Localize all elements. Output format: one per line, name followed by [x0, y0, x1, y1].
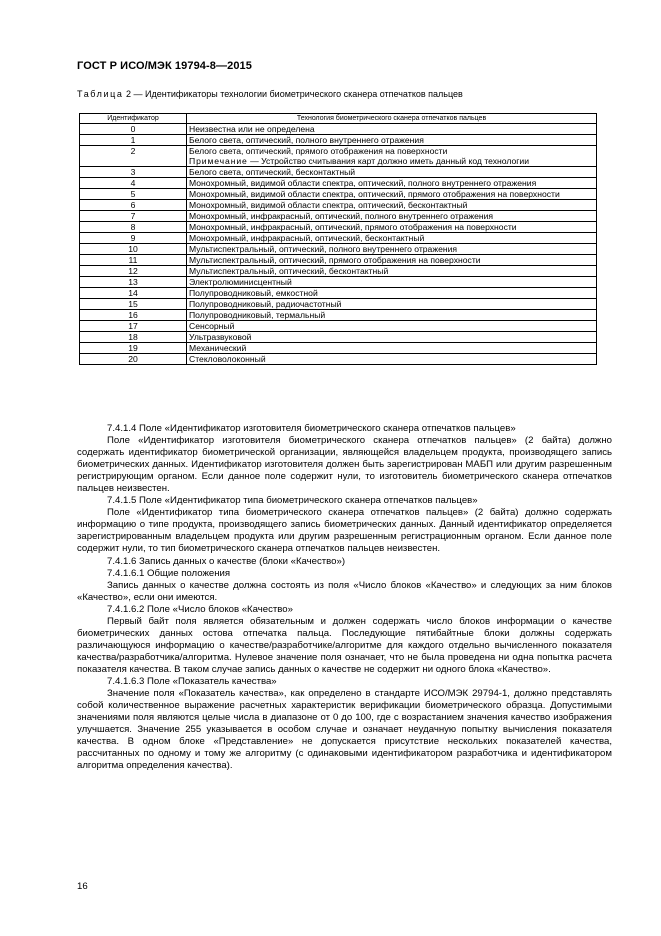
technology-description: Белого света, оптический, бесконтактный — [189, 167, 356, 177]
technology-description-cell — [187, 244, 597, 255]
document-header: ГОСТ Р ИСО/МЭК 19794-8—2015 — [77, 60, 252, 72]
table-row — [80, 288, 597, 299]
technology-description-cell — [187, 299, 597, 310]
technology-description-cell — [187, 189, 597, 200]
section-heading: 7.4.1.6 Запись данных о качестве (блоки «Качество») — [107, 555, 346, 567]
technology-description-cell — [187, 332, 597, 343]
table-row — [80, 124, 597, 135]
table-row — [80, 146, 597, 167]
column-header-technology: Технология биометрического сканера отпечатков пальцев — [187, 114, 597, 124]
technology-id-cell: 20 — [80, 354, 187, 365]
technology-id-cell: 1 — [80, 135, 187, 146]
technology-description: Механический — [189, 343, 247, 353]
section-heading: 7.4.1.5 Поле «Идентификатор типа биометрического сканера отпечатков пальцев» — [107, 495, 478, 507]
technology-id-cell: 7 — [80, 211, 187, 222]
technology-description-cell — [187, 178, 597, 189]
technology-description: Мультиспектральный, оптический, прямого отображения на поверхности — [189, 255, 481, 265]
technology-description-cell — [187, 200, 597, 211]
technology-id-cell: 5 — [80, 189, 187, 200]
column-header-id: Идентификатор — [80, 114, 187, 124]
body-paragraph: Поле «Идентификатор типа биометрического сканера отпечатков пальцев» (2 байта) должно содержать информацию о типе продукта, производящего запись биометрических данных. Данный идентификатор определяется зарегистрированным владельцем продукта или другим разрешенным регистрационным органом. Если данное поле содержит нули, то тип биометрического сканера отпечатков пальцев неизвестен. — [77, 507, 612, 555]
technology-description: Сенсорный — [189, 321, 235, 331]
technology-id-cell: 18 — [80, 332, 187, 343]
table-row — [80, 343, 597, 354]
page-number: 16 — [77, 881, 88, 892]
technology-id-cell: 9 — [80, 233, 187, 244]
technology-description-cell — [187, 167, 597, 178]
technology-description: Монохромный, видимой области спектра, оптический, полного внутреннего отражения — [189, 178, 537, 188]
section-heading: 7.4.1.6.1 Общие положения — [107, 567, 231, 579]
technology-description: Монохромный, инфракрасный, оптический, полного внутреннего отражения — [189, 211, 494, 221]
section-heading: 7.4.1.4 Поле «Идентификатор изготовителя биометрического сканера отпечатков пальцев» — [107, 423, 516, 434]
table-row — [80, 255, 597, 266]
technology-id-cell: 0 — [80, 124, 187, 135]
technology-description-cell — [187, 233, 597, 244]
technology-description: Монохромный, видимой области спектра, оптический, бесконтактный — [189, 200, 468, 210]
table-row — [80, 135, 597, 146]
technology-description: Монохромный, инфракрасный, оптический, прямого отображения на поверхности — [189, 222, 517, 232]
body-paragraph: Значение поля «Показатель качества», как определено в стандарте ИСО/МЭК 29794-1, должно представлять собой количественное выражение расчетных характеристик верификации биометрического образца. Допустимыми значениями поля являются целые числа в диапазоне от 0 до 100, где с возрастанием значения качество изображения улучшается. Значение 255 указывается в особом случае и означает неудачную попытку вычисления показателя качества. В одном блоке «Представление» не допускается присутствие нескольких показателей качества, рассчитанных по одному и тому же алгоритму (с одинаковыми идентификатором разработчика и идентификатором алгоритма определения качества). — [77, 688, 612, 772]
technology-id-cell: 15 — [80, 299, 187, 310]
table-note-text: — Устройство считывания карт должно иметь данный код технологии — [247, 156, 530, 166]
technology-description: Неизвестна или не определена — [189, 124, 315, 134]
technology-description-cell — [187, 310, 597, 321]
technology-id-cell: 6 — [80, 200, 187, 211]
technology-id-cell: 11 — [80, 255, 187, 266]
table-row — [80, 266, 597, 277]
table-row — [80, 167, 597, 178]
table-row — [80, 354, 597, 365]
body-paragraph: Первый байт поля является обязательным и должен содержать число блоков информации о качестве биометрических данных остова отпечатка пальца. Последующие пятибайтные блоки должны содержать различающуюся информацию о качестве/разработчике/алгоритме для каждого отдельно вычисленного показателя качества/разработчика/алгоритма. Нулевое значение поля означает, что не была проведена ни одна попытка расчета показателя качества. В таком случае запись данных о качестве не содержит ни одного блока «Качество». — [77, 615, 612, 675]
technology-id-cell: 17 — [80, 321, 187, 332]
technology-id-cell: 3 — [80, 167, 187, 178]
body-paragraph: Запись данных о качестве должна состоять из поля «Число блоков «Качество» и следующих за ним блоков «Качество», если они имеются. — [77, 579, 612, 603]
section-heading: 7.4.1.6.2 Поле «Число блоков «Качество» — [107, 603, 293, 615]
technology-description-cell — [187, 266, 597, 277]
body-text — [77, 423, 612, 772]
technology-id-cell: 10 — [80, 244, 187, 255]
table-header-row — [80, 114, 597, 124]
technology-id-cell: 13 — [80, 277, 187, 288]
technology-id-table — [79, 113, 597, 365]
body-paragraph: Поле «Идентификатор изготовителя биометрического сканера отпечатков пальцев» (2 байта) должно содержать идентификатор биометрической организации, являющейся владельцем продукта, производящего запись биометрических данных. Идентификатор изготовителя должен быть зарегистрирован МАБП или другим разрешенным регистрирующим органом. Если данное поле содержит нули, то изготовитель биометрического сканера отпечатков пальцев неизвестен. — [77, 435, 612, 495]
table-row — [80, 299, 597, 310]
table-caption — [77, 89, 463, 99]
section-heading: 7.4.1.6.3 Поле «Показатель качества» — [107, 675, 277, 687]
technology-description: Стекловолоконный — [189, 354, 266, 364]
technology-description-cell — [187, 343, 597, 354]
table-row — [80, 189, 597, 200]
table-row — [80, 310, 597, 321]
table-row — [80, 233, 597, 244]
technology-id-cell: 12 — [80, 266, 187, 277]
technology-description: Полупроводниковый, емкостной — [189, 288, 318, 298]
technology-description-cell — [187, 277, 597, 288]
technology-description: Белого света, оптический, прямого отображения на поверхности — [189, 146, 448, 156]
technology-id-cell: 8 — [80, 222, 187, 233]
technology-description-cell — [187, 354, 597, 365]
table-row — [80, 222, 597, 233]
technology-id-cell: 2 — [80, 146, 187, 167]
table-caption-text: 2 — Идентификаторы технологии биометрического сканера отпечатков пальцев — [123, 89, 463, 99]
table-row — [80, 244, 597, 255]
technology-description: Белого света, оптический, полного внутреннего отражения — [189, 135, 424, 145]
table-row — [80, 211, 597, 222]
technology-description: Электролюминисцентный — [189, 277, 292, 287]
technology-description-cell — [187, 321, 597, 332]
table-row — [80, 332, 597, 343]
technology-id-cell: 16 — [80, 310, 187, 321]
technology-description-cell — [187, 124, 597, 135]
technology-description-cell — [187, 222, 597, 233]
technology-description: Монохромный, видимой области спектра, оптический, прямого отображения на поверхности — [189, 189, 560, 199]
table-row — [80, 321, 597, 332]
technology-description-cell — [187, 288, 597, 299]
technology-description-cell — [187, 255, 597, 266]
technology-description: Полупроводниковый, радиочастотный — [189, 299, 342, 309]
table-note-label: Примечание — [189, 156, 248, 166]
technology-id-cell: 14 — [80, 288, 187, 299]
technology-description-cell — [187, 146, 597, 167]
technology-description: Мультиспектральный, оптический, бесконтактный — [189, 266, 389, 276]
table-row — [80, 178, 597, 189]
technology-description: Мультиспектральный, оптический, полного внутреннего отражения — [189, 244, 458, 254]
table-row — [80, 277, 597, 288]
technology-description: Монохромный, инфракрасный, оптический, бесконтактный — [189, 233, 425, 243]
technology-id-cell: 19 — [80, 343, 187, 354]
technology-id-cell: 4 — [80, 178, 187, 189]
technology-description: Ультразвуковой — [189, 332, 252, 342]
technology-description-cell — [187, 135, 597, 146]
technology-description-cell — [187, 211, 597, 222]
table-caption-label: Таблица — [77, 89, 124, 99]
table-row — [80, 200, 597, 211]
technology-description: Полупроводниковый, термальный — [189, 310, 326, 320]
